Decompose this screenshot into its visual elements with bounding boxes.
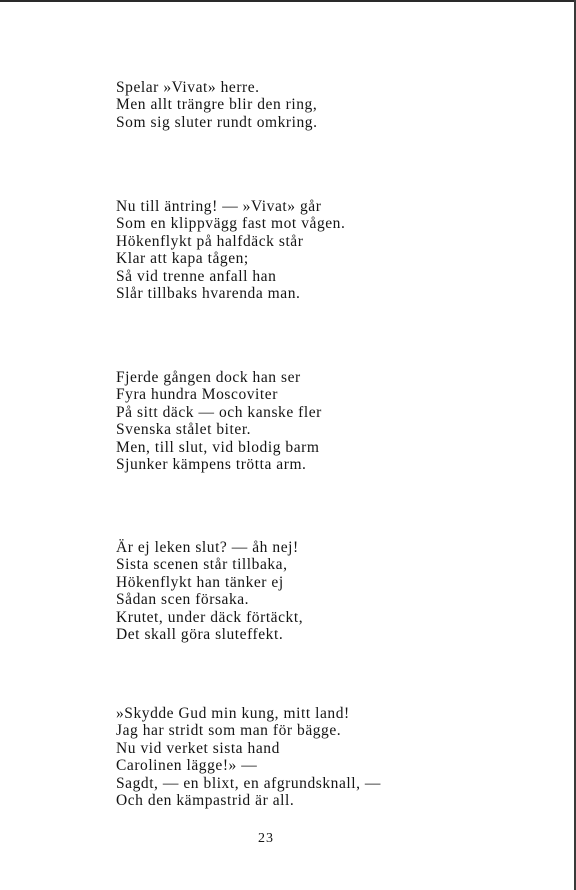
verse-line: Fjerde gången dock han ser xyxy=(116,369,301,386)
verse-line: Som en klippvägg fast mot vågen. xyxy=(116,215,346,233)
verse-line: Sådan scen försaka. xyxy=(116,591,250,609)
verse-line: Sjunker kämpens trötta arm. xyxy=(116,456,307,474)
page-edge-top xyxy=(0,0,576,2)
verse-line: Hökenflykt på halfdäck står xyxy=(116,232,304,250)
verse-line: Slår tillbaks hvarenda man. xyxy=(116,285,301,303)
verse-line: Carolinen lägge!» — xyxy=(116,757,258,775)
stanza-5 xyxy=(116,705,381,809)
verse-line: Hökenflykt han tänker ej xyxy=(116,573,284,591)
verse-line: Jag har stridt som man för bägge. xyxy=(116,722,342,740)
page-number: 23 xyxy=(258,831,274,846)
verse-line: Det skall göra sluteffekt. xyxy=(116,626,284,644)
stanza-3 xyxy=(116,369,322,473)
verse-line: Nu vid verket sista hand xyxy=(116,739,280,757)
verse-line: »Skydde Gud min kung, mitt land! xyxy=(116,705,350,722)
verse-line: Krutet, under däck förtäckt, xyxy=(116,608,304,626)
verse-line: Men, till slut, vid blodig barm xyxy=(116,438,320,456)
verse-line: Sagdt, — en blixt, en afgrundsknall, — xyxy=(116,774,381,792)
stanza-1 xyxy=(116,79,318,131)
verse-line: Som sig sluter rundt omkring. xyxy=(116,113,318,131)
verse-line: Klar att kapa tågen; xyxy=(116,250,249,268)
stanza-2 xyxy=(116,198,345,302)
verse-line: Svenska stålet biter. xyxy=(116,421,252,439)
verse-line: På sitt däck — och kanske fler xyxy=(116,403,322,421)
verse-line: Spelar »Vivat» herre. xyxy=(116,79,260,96)
verse-line: Men allt trängre blir den ring, xyxy=(116,96,318,114)
verse-line: Sista scenen står tillbaka, xyxy=(116,556,288,574)
verse-line: Så vid trenne anfall han xyxy=(116,267,277,285)
verse-line: Är ej leken slut? — åh nej! xyxy=(116,539,299,556)
verse-line: Fyra hundra Moscoviter xyxy=(116,386,278,404)
stanza-4 xyxy=(116,539,303,643)
verse-line: Nu till äntring! — »Vivat» går xyxy=(116,198,322,215)
verse-line: Och den kämpastrid är all. xyxy=(116,792,295,810)
